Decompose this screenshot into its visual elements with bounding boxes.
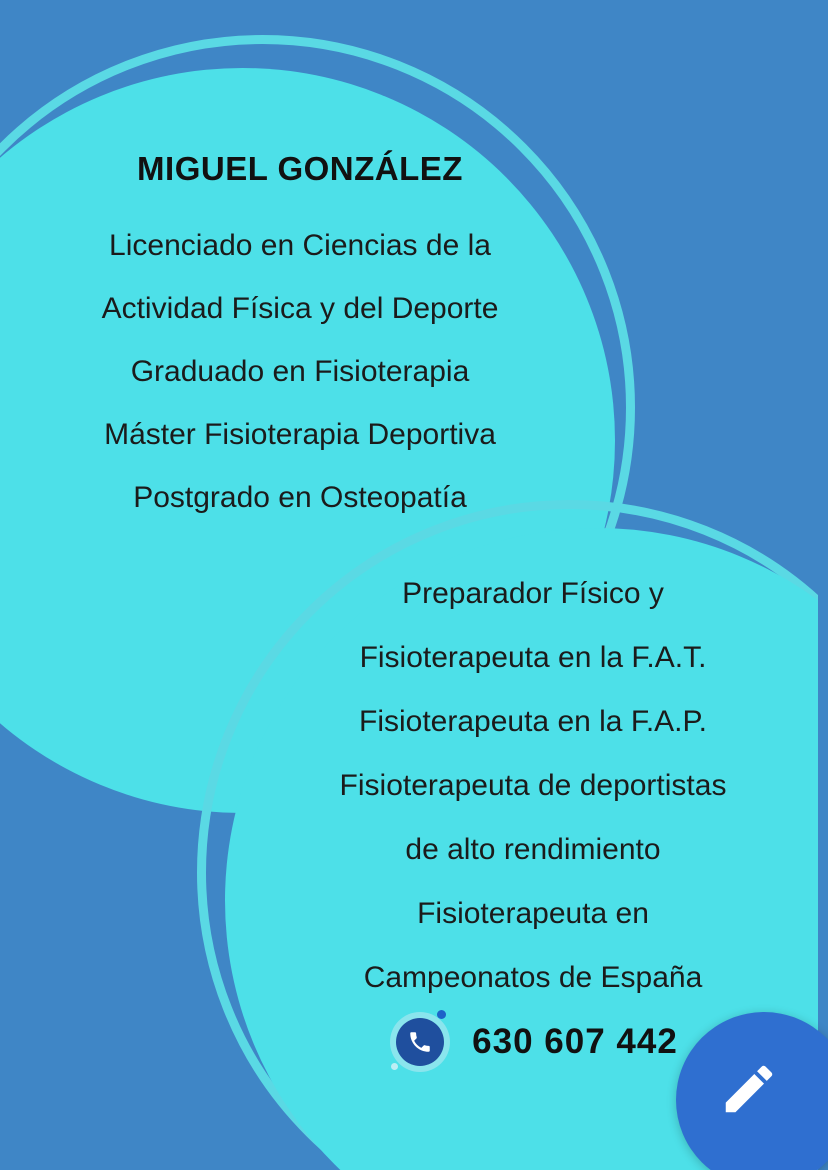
credential-line: Postgrado en Osteopatía: [133, 481, 467, 514]
credential-line: Actividad Física y del Deporte: [101, 292, 499, 325]
credentials-bottom-block: [248, 562, 818, 1010]
experience-line: de alto rendimiento: [405, 833, 661, 866]
experience-line: Fisioterapeuta en la F.A.T.: [359, 641, 707, 674]
person-name: MIGUEL GONZÁLEZ: [137, 150, 463, 187]
phone-icon-dot-bottom: [391, 1063, 398, 1070]
credential-line: Licenciado en Ciencias de la: [109, 229, 491, 262]
credential-line: Máster Fisioterapia Deportiva: [104, 418, 496, 451]
experience-line: Campeonatos de España: [363, 961, 703, 994]
phone-icon-dot-top: [437, 1010, 446, 1019]
experience-line: Fisioterapeuta de deportistas: [339, 769, 727, 802]
compose-pencil-icon: [718, 1058, 780, 1120]
right-edge-overlay: [818, 0, 828, 1170]
experience-line: Fisioterapeuta en: [417, 897, 649, 930]
phone-number[interactable]: 630 607 442: [472, 1022, 678, 1061]
experience-line: Fisioterapeuta en la F.A.P.: [359, 705, 707, 738]
credential-line: Graduado en Fisioterapia: [130, 355, 470, 388]
phone-icon-disc: [396, 1018, 444, 1066]
experience-line: Preparador Físico y: [402, 577, 664, 610]
phone-icon: [388, 1010, 452, 1074]
credentials-top-block: [10, 150, 590, 529]
